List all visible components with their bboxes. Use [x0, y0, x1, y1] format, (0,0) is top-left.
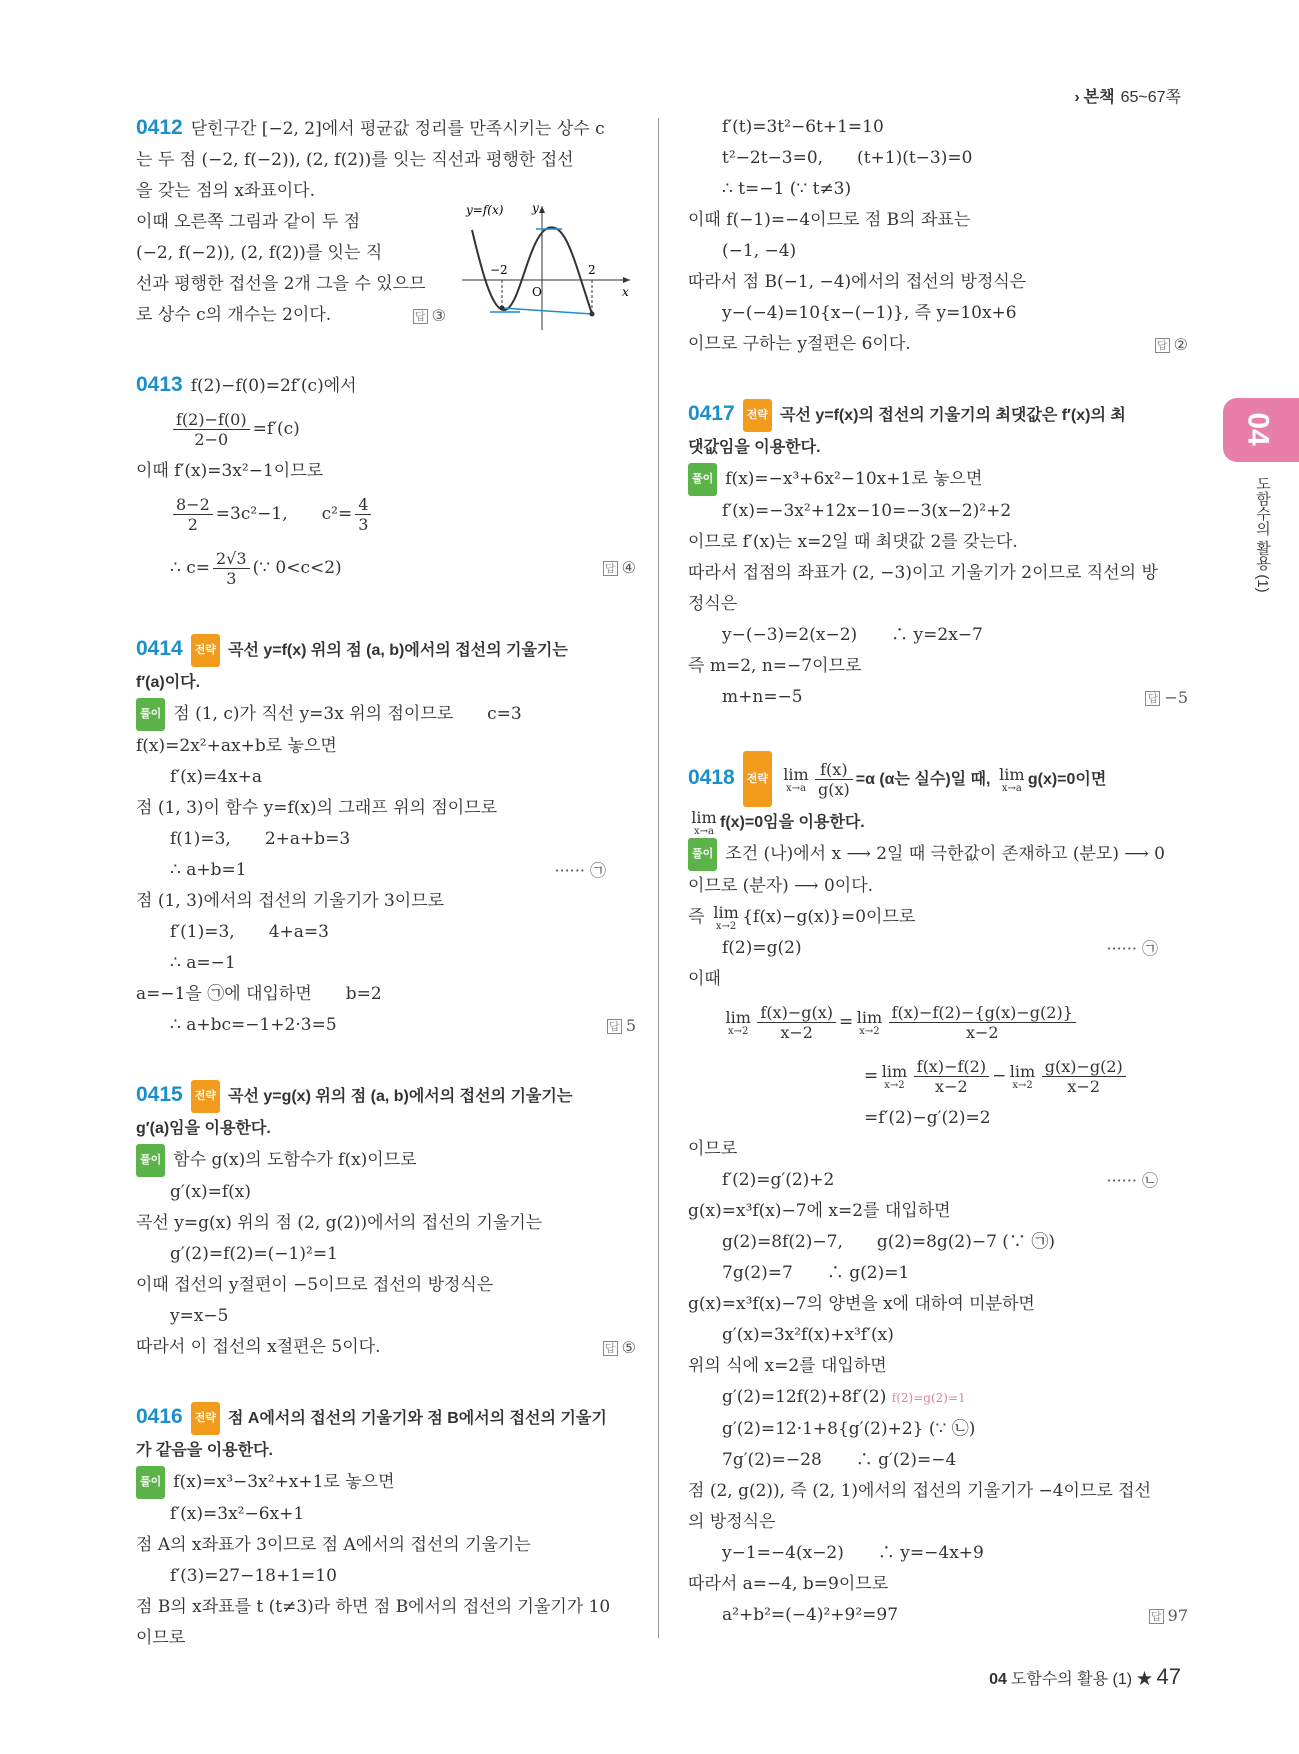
problem-0418: 0418 전략 lim x→a $\frac{f(x)}{g(x)}$ =α (α는 실수)일 때, lim x→a g(x)=0이면 lim x→a f(x)=0임을 이용한다. 풀이 조건 (나)에서 x ⟶ 2일 때 극한값이 존재하고 (분모) ⟶ 0 이므로 (분자) ⟶ 0이다. 즉 lim x→2 {f(x)−g(x)}=0이므로 f(2)=g(2) ······ ㉠ 이때 lim x→2 $\frac{f(x)-g(x)}{x-2}$ = lim x→2 $\frac{f(x)-f(2)-\{g(x)-g(2)\}}{x-2}$ = lim x→2 $\frac{f(x)-f(2)}{x-2}$ − lim x→2 $\frac{g(x)-g(2)}{x-2}$ =f′(2)−g′(2)=2 이므로 f′(2)=g′(2)+2 ······ ㉡ g(x)=x³f(x)−7에 x=2를 대입하면 g(2)=8f(2)−7, g(2)=8g(2)−7 (∵ ㉠) 7g(2)=7 ∴ g(2)=1 g(x)=x³f(x)−7의 양변을 x에 대하여 미분하면 g′(x)=3x²f(x)+x³f′(x) 위의 식에 x=2를 대입하면 g′(2)=12f(2)+8f′(2) f(2)=g(2)=1 g′(2)=12·1+8{g′(2)+2} (∵ ㉡) 7g′(2)=−28 ∴ g′(2)=−4 점 (2, g(2)), 즉 (2, 1)에서의 접선의 기울기가 −4이므로 접선 의 방정식은 y−1=−4(x−2) ∴ y=−4x+9 따라서 a=−4, b=9이므로 a²+b²=(−4)²+9²=97 답 97: [688, 751, 1188, 1631]
solution-tag: 풀이: [136, 698, 165, 731]
text-line: 점 (1, 3)이 함수 y=f(x)의 그래프 위의 점이므로: [136, 798, 498, 818]
text-line: y−1=−4(x−2) ∴ y=−4x+9: [722, 1543, 984, 1563]
book-label: 본책: [1083, 89, 1115, 106]
right-column: [688, 112, 1188, 1631]
text-line: g′(x)=f(x): [170, 1182, 251, 1202]
text-line: f(2)=g(2): [722, 938, 802, 958]
chapter-side-tab: [1223, 398, 1299, 462]
fraction-equation: $\frac{f(2)-f(0)}{2-0}$ =f′(c): [136, 402, 636, 456]
strategy-tag: 전략: [191, 1080, 220, 1113]
equation-marker: ······ ㉡: [1106, 1171, 1158, 1190]
text-line: 따라서 a=−4, b=9이므로: [688, 1574, 889, 1594]
text-line: (−1, −4): [722, 241, 797, 261]
text-line: 따라서 점 B(−1, −4)에서의 접선의 방정식은: [688, 272, 1027, 292]
answer: 답 97: [1149, 1600, 1188, 1631]
text-line: 선과 평행한 접선을 2개 그을 수 있으므: [136, 274, 426, 294]
strategy-text: 댓값임을 이용한다.: [688, 439, 821, 456]
text-line: 점 B의 x좌표를 t (t≠3)라 하면 점 B에서의 접선의 기울기가 10: [136, 1597, 611, 1617]
strategy-text: 곡선 y=f(x)의 접선의 기울기의 최댓값은 f′(x)의 최: [779, 407, 1126, 424]
graph-origin: O: [532, 285, 542, 299]
text-line: 따라서 접점의 좌표가 (2, −3)이고 기울기가 2이므로 직선의 방: [688, 563, 1158, 583]
text-line: 점 (1, c)가 직선 y=3x 위의 점이므로 c=3: [173, 704, 522, 724]
text-line: g(x)=x³f(x)−7에 x=2를 대입하면: [688, 1201, 951, 1221]
text-line: ∴ a+bc=−1+2·3=5: [170, 1015, 337, 1035]
graph-label-y: y: [532, 202, 539, 215]
strategy-text: 곡선 y=g(x) 위의 점 (a, b)에서의 접선의 기울기는: [227, 1088, 573, 1105]
text-line: f′(t)=3t²−6t+1=10: [722, 117, 884, 137]
text-line: g′(2)=12f(2)+8f′(2): [722, 1387, 887, 1407]
strategy-tag: 전략: [743, 751, 772, 807]
text-line: ∴ t=−1 (∵ t≠3): [722, 179, 852, 199]
star-icon: ★: [1136, 1671, 1153, 1688]
text-line: 점 A의 x좌표가 3이므로 점 A에서의 접선의 기울기는: [136, 1535, 531, 1555]
text-line: 함수 g(x)의 도함수가 f(x)이므로: [173, 1150, 417, 1170]
page-footer: [989, 1664, 1181, 1690]
problem-0416-continued: [688, 112, 1188, 360]
limit-equation: lim x→2 $\frac{f(x)-g(x)}{x-2}$ = lim x→2 $\frac{f(x)-f(2)-\{g(x)-g(2)\}}{x-2}$: [688, 995, 1188, 1049]
text-line: y=x−5: [170, 1306, 229, 1326]
problem-number: 0412: [136, 116, 183, 139]
text-line: 이때: [688, 969, 721, 989]
answer: 답 ④: [603, 541, 636, 595]
page-range: 65~67쪽: [1120, 89, 1181, 106]
text-line: =f′(2)−g′(2)=2: [864, 1108, 991, 1128]
equation-marker: ······ ㉠: [1106, 939, 1158, 958]
strategy-text: 가 같음을 이용한다.: [136, 1442, 273, 1459]
text-line: 이때 오른쪽 그림과 같이 두 점: [136, 212, 361, 232]
text-line: y−(−4)=10{x−(−1)}, 즉 y=10x+6: [722, 303, 1017, 323]
problem-0415: [136, 1079, 636, 1363]
column-divider: [658, 118, 659, 1638]
text-line: f(x)=2x²+ax+b로 놓으면: [136, 736, 337, 756]
text-line: 을 갖는 점의 x좌표이다.: [136, 181, 316, 201]
text-line: a=−1을 ㉠에 대입하면 b=2: [136, 984, 382, 1004]
text-line: g(x)=x³f(x)−7의 양변을 x에 대하여 미분하면: [688, 1294, 1035, 1314]
text-line: g′(x)=3x²f(x)+x³f′(x): [722, 1325, 894, 1345]
problem-0413: [136, 369, 636, 595]
text-line: 정식은: [688, 594, 738, 614]
problem-number: 0413: [136, 373, 183, 396]
text-line: 7g(2)=7 ∴ g(2)=1: [722, 1263, 910, 1283]
footer-chapter-number: 04: [989, 1671, 1007, 1688]
text-line: t²−2t−3=0, (t+1)(t−3)=0: [722, 148, 973, 168]
text-line: ∴ a=−1: [170, 953, 236, 973]
text-line: 즉 m=2, n=−7이므로: [688, 656, 862, 676]
text-line: 로 상수 c의 개수는 2이다.: [136, 305, 332, 325]
text-line: f(2)−f(0)=2f′(c)에서: [190, 376, 357, 396]
text-line: 7g′(2)=−28 ∴ g′(2)=−4: [722, 1450, 957, 1470]
solution-tag: 풀이: [688, 838, 717, 871]
answer: 답 ②: [1155, 329, 1188, 360]
problem-0412: [136, 112, 636, 331]
answer-mark-icon: 답: [1155, 338, 1170, 353]
text-line: f′(1)=3, 4+a=3: [170, 922, 329, 942]
text-line: 이때 f′(x)=3x²−1이므로: [136, 461, 324, 481]
text-line: ∴ a+b=1: [170, 860, 247, 880]
strategy-text: 곡선 y=f(x) 위의 점 (a, b)에서의 접선의 기울기는: [227, 642, 568, 659]
strategy-tag: 전략: [191, 1402, 220, 1435]
fraction-equation: $\frac{8-2}{2}$ =3c²−1, c²= $\frac{4}{3}$: [136, 487, 636, 541]
text-line: f′(x)=4x+a: [170, 767, 263, 787]
text-line: y−(−3)=2(x−2) ∴ y=2x−7: [722, 625, 983, 645]
text-line: 이므로 f′(x)는 x=2일 때 최댓값 2를 갖는다.: [688, 532, 1018, 552]
text-line: 점 (2, g(2)), 즉 (2, 1)에서의 접선의 기울기가 −4이므로 접선: [688, 1481, 1152, 1501]
text-line: 는 두 점 (−2, f(−2)), (2, f(2))를 잇는 직선과 평행한 접선: [136, 150, 574, 170]
y-axis-arrow-icon: [539, 206, 545, 213]
left-column: [136, 112, 636, 1654]
text-line: f(1)=3, 2+a+b=3: [170, 829, 351, 849]
text-line: f′(x)=−3x²+12x−10=−3(x−2)²+2: [722, 501, 1012, 521]
problem-0414: [136, 633, 636, 1041]
equation-marker: ······ ㉠: [554, 861, 606, 880]
text-line: 이므로: [136, 1628, 186, 1648]
chapter-tab-number: 04: [1241, 412, 1275, 446]
strategy-tag: 전략: [743, 399, 772, 432]
chapter-side-title: 도함수의 활용 (1): [1254, 476, 1271, 593]
text-line: 이므로 (분자) ⟶ 0이다.: [688, 876, 874, 896]
solution-tag: 풀이: [688, 463, 717, 496]
strategy-text: 점 A에서의 접선의 기울기와 점 B에서의 접선의 기울기: [227, 1410, 607, 1427]
text-line: a²+b²=(−4)²+9²=97: [722, 1605, 899, 1625]
problem-number: 0414: [136, 637, 183, 660]
answer-mark-icon: 답: [603, 1341, 618, 1356]
side-note: f(2)=g(2)=1: [891, 1391, 966, 1405]
problem-number: 0415: [136, 1083, 183, 1106]
graph-label-yfx: y=f(x): [466, 203, 504, 217]
answer-mark-icon: 답: [603, 561, 618, 576]
solution-tag: 풀이: [136, 1466, 165, 1499]
text-line: g′(2)=12·1+8{g′(2)+2} (∵ ㉡): [722, 1419, 976, 1439]
strategy-text: f′(a)이다.: [136, 674, 201, 691]
graph-tick-2: 2: [588, 263, 596, 277]
text-line: g(2)=8f(2)−7, g(2)=8g(2)−7 (∵ ㉠): [722, 1232, 1055, 1252]
answer: 답 5: [607, 1010, 636, 1041]
problem-number: 0418: [688, 766, 735, 789]
answer: 답 −5: [1145, 682, 1188, 713]
text-line: f′(x)=3x²−6x+1: [170, 1504, 305, 1524]
graph-label-x: x: [622, 285, 629, 299]
function-graph: [462, 202, 634, 332]
text-line: 따라서 이 접선의 x절편은 5이다.: [136, 1337, 381, 1357]
answer-mark-icon: 답: [1149, 1609, 1164, 1624]
text-line: g′(2)=f(2)=(−1)²=1: [170, 1244, 338, 1264]
x-axis-arrow-icon: [623, 277, 630, 283]
footer-chapter-title: 도함수의 활용 (1): [1010, 1671, 1133, 1688]
text-line: 이때 접선의 y절편이 −5이므로 접선의 방정식은: [136, 1275, 494, 1295]
text-line: 점 (1, 3)에서의 접선의 기울기가 3이므로: [136, 891, 445, 911]
text-line: 조건 (나)에서 x ⟶ 2일 때 극한값이 존재하고 (분모) ⟶ 0: [725, 844, 1165, 864]
secant-line: [502, 308, 592, 314]
page-reference: [1074, 84, 1181, 107]
problem-0417: [688, 398, 1188, 713]
text-line: 의 방정식은: [688, 1512, 776, 1532]
text-line: m+n=−5: [722, 687, 803, 707]
text-line: (−2, f(−2)), (2, f(2))를 잇는 직: [136, 243, 383, 263]
problem-number: 0417: [688, 402, 735, 425]
text-line: 이때 f(−1)=−4이므로 점 B의 좌표는: [688, 210, 971, 230]
page-number: 47: [1156, 1664, 1181, 1689]
answer-mark-icon: 답: [607, 1019, 622, 1034]
chevron-right-icon: ›: [1074, 89, 1080, 106]
strategy-text: g′(a)임을 이용한다.: [136, 1120, 271, 1137]
problem-number: 0416: [136, 1405, 183, 1428]
limit-equation: = lim x→2 $\frac{f(x)-f(2)}{x-2}$ − lim x→2 $\frac{g(x)-g(2)}{x-2}$: [688, 1049, 1188, 1103]
point-2: [590, 312, 595, 317]
text-line: f(x)=x³−3x²+x+1로 놓으면: [173, 1472, 395, 1492]
text-line: 이므로: [688, 1139, 738, 1159]
text-line: 닫힌구간 [−2, 2]에서 평균값 정리를 만족시키는 상수 c: [190, 119, 605, 139]
answer: 답 ③: [413, 300, 446, 331]
graph-tick-neg2: −2: [490, 263, 508, 277]
point-neg2: [500, 306, 505, 311]
text-line: f(x)=−x³+6x²−10x+1로 놓으면: [725, 469, 983, 489]
problem-0416: [136, 1401, 636, 1654]
answer-mark-icon: 답: [1145, 691, 1160, 706]
answer-mark-icon: 답: [413, 309, 428, 324]
text-line: 이므로 구하는 y절편은 6이다.: [688, 334, 911, 354]
text-line: f′(3)=27−18+1=10: [170, 1566, 337, 1586]
text-line: 곡선 y=g(x) 위의 점 (2, g(2))에서의 접선의 기울기는: [136, 1213, 543, 1233]
answer: 답 ⑤: [603, 1332, 636, 1363]
text-line: 위의 식에 x=2를 대입하면: [688, 1356, 887, 1376]
text-line: f′(2)=g′(2)+2: [722, 1170, 835, 1190]
strategy-tag: 전략: [191, 634, 220, 667]
fraction-equation: ∴ c= $\frac{2√3}{3}$ (∵ 0<c<2) 답 ④: [136, 541, 636, 595]
solution-tag: 풀이: [136, 1144, 165, 1177]
